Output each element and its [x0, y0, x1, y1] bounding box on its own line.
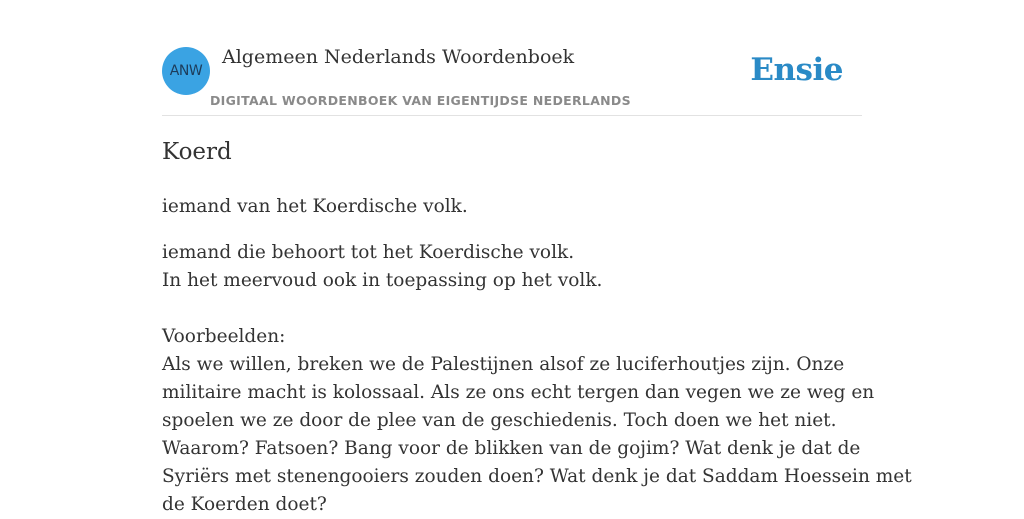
page-container — [162, 0, 912, 515]
example-line: militaire macht is kolossaal. Als ze ons echt tergen dan vegen we ze weg en — [162, 382, 875, 403]
spacer — [162, 295, 862, 323]
definition-long — [162, 239, 912, 519]
definition-line: iemand die behoort tot het Koerdische volk. — [162, 242, 575, 263]
site-subtitle: DIGITAAL WOORDENBOEK VAN EIGENTIJDSE NEDERLANDS — [210, 93, 631, 108]
logo-text: ANW — [169, 63, 203, 79]
ensie-brand-link[interactable]: Ensie — [750, 52, 843, 88]
example-line: Als we willen, breken we de Palestijnen alsof ze luciferhoutjes zijn. Onze — [162, 354, 845, 375]
example-line: de Koerden doet? — [162, 494, 327, 515]
site-title[interactable]: Algemeen Nederlands Woordenboek — [222, 46, 575, 68]
examples-label: Voorbeelden: — [162, 326, 286, 347]
entry-word: Koerd — [162, 139, 232, 165]
definition-line: In het meervoud ook in toepassing op het volk. — [162, 270, 603, 291]
definition-short: iemand van het Koerdische volk. — [162, 196, 468, 217]
example-line: Syriërs met stenengooiers zouden doen? Wat denk je dat Saddam Hoessein met — [162, 466, 912, 487]
example-line: Waarom? Fatsoen? Bang voor de blikken van de gojim? Wat denk je dat de — [162, 438, 861, 459]
site-header — [162, 0, 862, 116]
anw-logo[interactable] — [162, 47, 210, 95]
example-line: spoelen we ze door de plee van de geschiedenis. Toch doen we het niet. — [162, 410, 837, 431]
